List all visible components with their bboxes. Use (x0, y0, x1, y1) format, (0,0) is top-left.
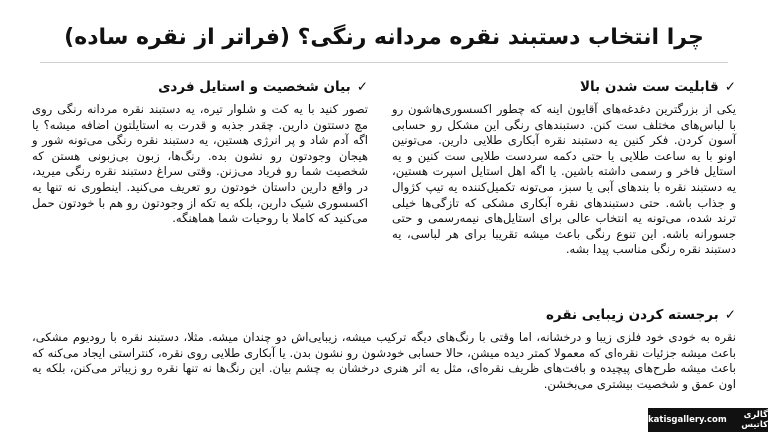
brand-name: گالری کاتیس (741, 410, 768, 430)
section-heading (392, 76, 736, 98)
section-personality (32, 76, 368, 227)
section-heading (32, 76, 368, 98)
section-text: نقره به خودی خود فلزی زیبا و درخشانه، اما وقتی با رنگ‌های دیگه ترکیب میشه، زیبایی‌اش دو چندان میشه. مثلا، دستبند نقره با رودیوم مشکی، باعث میشه جزئیات نقره‌ای که معمولا کمتر دیده میشن، حالا حسابی خودشون رو نشون بدن. یا آبکاری طلایی روی نقره، کنتراستی ایجاد می‌کنه که باعث میشه طرح‌های پیچیده و بافت‌های ظریف نقره‌ای، مثل یه اثر هنری درخشان به چشم بیان. این رنگ‌ها نه تنها نقره رو زیباتر می‌کنن، بلکه یه اون عمق و شخصیت بیشتری می‌بخشن. (32, 330, 736, 391)
section-matching (392, 76, 736, 258)
brand-credit (648, 408, 768, 432)
section-heading (32, 304, 736, 326)
section-heading-text: قابلیت ست شدن بالا (579, 79, 719, 95)
page-title: چرا انتخاب دستبند نقره مردانه رنگی؟ (فراتر از نقره ساده) (64, 25, 704, 50)
title-divider (40, 62, 728, 63)
brand-site: katisgallery.com (648, 415, 727, 425)
section-text: یکی از بزرگترین دغدغه‌های آقایون اینه که چطور اکسسوری‌هاشون رو با لباس‌های مختلف ست کنن. دستبندهای رنگی این مشکل رو حسابی آسون کردن. فکر کنین یه دستبند نقره آبکاری طلایی دارین. می‌تونین اونو با یه ساعت طلایی یا حتی دکمه سردست طلایی ست کنین و یه استایل فاخر و رسمی داشته باشین. یا اگه اهل استایل اسپرت هستین، یه دستبند نقره با بندهای آبی یا سبز، می‌تونه تکمیل‌کننده یه تیپ کژوال و جذاب باشه. حتی دستبندهای نقره آبکاری مشکی که تازگی‌ها خیلی ترند شده، می‌تونه یه انتخاب عالی برای استایل‌های نیمه‌رسمی و حتی جسورانه باشه. این تنوع رنگی باعث میشه تقریبا برای هر لباسی، یه دستبند نقره رنگی مناسب پیدا بشه. (392, 102, 736, 257)
section-heading-text: برجسته کردن زیبایی نقره (545, 307, 719, 323)
check-icon: ✓ (356, 79, 368, 95)
section-text: تصور کنید با یه کت و شلوار تیره، یه دستبند نقره مردانه رنگی روی مچ دستتون دارین. چقدر جذبه و قدرت به استایلتون اضافه میشه؟ یا اگه آدم شاد و پر انرژی هستین، یه دستبند نقره رنگی می‌تونه شور و هیجان وجودتون رو نشون بده. رنگ‌ها، زبون بی‌زبونی هستن که شخصیت شما رو فریاد می‌زنن. وقتی سراغ دستبند نقره رنگی میرید، در واقع دارین داستان خودتون رو تعریف می‌کنید. اینطوری نه تنها یه اکسسوری شیک دارین، بلکه یه تکه از وجودتون رو هم با خودتون حمل می‌کنید که کاملا با روحیات شما هماهنگه. (32, 102, 368, 226)
section-heading-text: بیان شخصیت و استایل فردی (158, 79, 351, 95)
check-icon: ✓ (724, 79, 736, 95)
section-highlight-silver (32, 304, 736, 392)
check-icon: ✓ (724, 307, 736, 323)
